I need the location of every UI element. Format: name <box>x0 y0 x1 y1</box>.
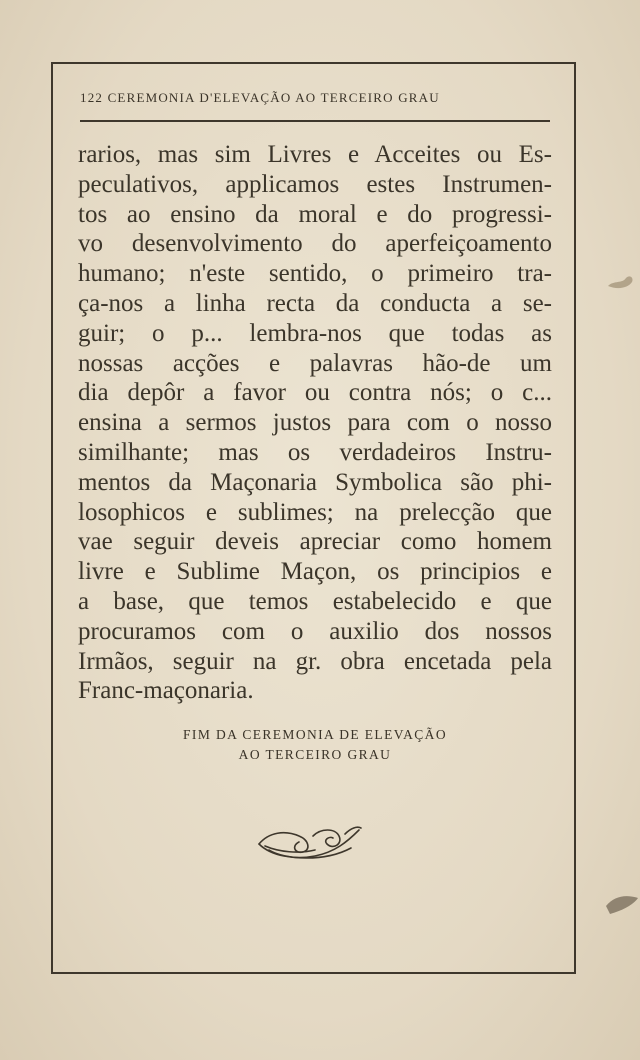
body-line: humano; n'este sentido, o primeiro tra- <box>78 260 552 288</box>
body-line: procuramos com o auxilio dos nossos <box>78 617 552 645</box>
body-line: losophicos e sublimes; na prelecção que <box>78 498 552 526</box>
body-line: ça-nos a linha recta da conducta a se- <box>78 289 552 317</box>
closing-note <box>120 725 510 765</box>
closing-line-1: FIM DA CEREMONIA DE ELEVAÇÃO <box>183 727 447 742</box>
scroll-flourish-icon <box>255 822 365 864</box>
body-line: Irmãos, seguir na gr. obra encetada pela <box>78 647 552 675</box>
closing-line-2: AO TERCEIRO GRAU <box>238 747 392 762</box>
body-line: rarios, mas sim Livres e Acceites ou Es- <box>78 141 552 168</box>
body-line: peculativos, applicamos estes Instrumen- <box>78 170 552 198</box>
body-line: a base, que temos estabelecido e que <box>78 587 552 615</box>
running-title: CEREMONIA D'ELEVAÇÃO AO TERCEIRO GRAU <box>107 90 440 105</box>
page-number: 122 <box>80 90 104 105</box>
body-line: similhante; mas os verdadeiros Instru- <box>78 438 552 466</box>
body-paragraph <box>78 140 552 706</box>
body-line: nossas acções e palavras hão-de um <box>78 349 552 377</box>
body-line: mentos da Maçonaria Symbolica são phi- <box>78 468 552 496</box>
body-line: tos ao ensino da moral e do progressi- <box>78 200 552 228</box>
paper-stain-decoration <box>604 888 640 918</box>
paper-stain-decoration <box>606 272 636 292</box>
body-line: ensina a sermos justos para com o nosso <box>78 409 552 437</box>
body-line: vae seguir deveis apreciar como homem <box>78 528 552 556</box>
body-line: livre e Sublime Maçon, os principios e <box>78 558 552 586</box>
running-head <box>80 90 550 106</box>
body-line: guir; o p... lembra-nos que todas as <box>78 319 552 347</box>
body-line: Franc-maçonaria. <box>78 677 254 705</box>
header-rule <box>80 120 550 122</box>
body-line: vo desenvolvimento do aperfeiçoamento <box>78 230 552 258</box>
body-line: dia depôr a favor ou contra nós; o c... <box>78 379 552 407</box>
